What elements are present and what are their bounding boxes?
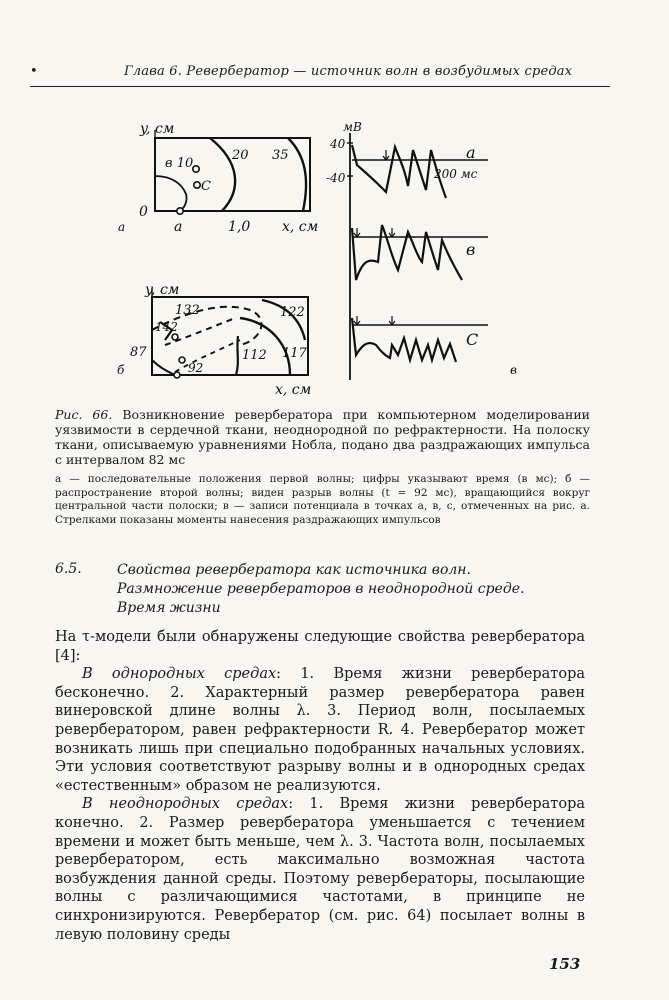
isochrone-10 bbox=[155, 176, 187, 211]
header-mark: • bbox=[30, 64, 38, 79]
panel-c-letter: в bbox=[510, 363, 517, 377]
header-rule bbox=[30, 86, 610, 87]
paragraph-2-lead: В однородных средах bbox=[82, 666, 277, 683]
panel-a-letter: а bbox=[118, 220, 126, 234]
tick-one: 1,0 bbox=[228, 219, 251, 235]
label-c: C bbox=[201, 179, 211, 194]
section-title: Свойства ревербератора как источника волн. Размножение ревербераторов в неоднородной среде. Время жизни bbox=[117, 562, 525, 616]
point-b bbox=[193, 166, 199, 172]
trace-b-label: в bbox=[466, 240, 476, 259]
point-c bbox=[194, 182, 200, 188]
arrow-c2 bbox=[389, 316, 395, 325]
wave-112 bbox=[236, 336, 238, 375]
trace-a-label: a bbox=[466, 143, 476, 162]
label-b10: в 10 bbox=[165, 156, 194, 171]
paragraph-1: На τ-модели были обнаружены следующие свойства ревербератора [4]: bbox=[55, 629, 585, 664]
point-a-92 bbox=[174, 372, 180, 378]
panel-b bbox=[117, 282, 311, 398]
panel-c bbox=[326, 120, 517, 380]
point-b-142 bbox=[172, 334, 178, 340]
label-35: 35 bbox=[272, 148, 289, 163]
arrow-b2 bbox=[389, 228, 395, 237]
label-87: 87 bbox=[130, 345, 147, 360]
paragraph-2-rest: : 1. Время жизни ревербератора бесконечно. 2. Характерный размер ревербератора равен винеровской длине волны λ. 3. Период волн, посылаемых ревербератором, равен рефрактерности R. 4. Ревербератор может возникать лишь при специально подобранных начальных условиях. Эти условия соответствуют разрыву волны и в однородных средах «естественным» образом не реализуются. bbox=[55, 666, 585, 794]
label-112: 112 bbox=[242, 348, 267, 363]
label-117: 117 bbox=[282, 346, 307, 361]
v-top: 40 bbox=[330, 137, 346, 151]
wave-87 bbox=[152, 360, 175, 375]
v-bottom: -40 bbox=[326, 171, 346, 185]
arrow-b1 bbox=[354, 228, 360, 237]
panel-a bbox=[118, 121, 318, 235]
isochrone-35 bbox=[288, 138, 306, 211]
paragraph-3-lead: В неоднородных средах bbox=[82, 796, 289, 813]
page-number: 153 bbox=[549, 955, 581, 973]
point-a bbox=[177, 208, 183, 214]
unit-mv: мВ bbox=[343, 120, 362, 134]
label-132: 132 bbox=[175, 303, 200, 318]
arrow-c1 bbox=[354, 316, 360, 325]
tick-a: a bbox=[174, 219, 183, 235]
header-title: Глава 6. Ревербератор — источник волн в возбудимых средах bbox=[124, 64, 573, 79]
caption-note: а — последовательные положения первой волны; цифры указывают время (в мс); б — распространение второй волны; виден разрыв волны (t = 92 мс), вращающийся вокруг центральной части полоски; в — записи потенциала в точках а, в, с, отмеченных на рис. а. Стрелками показаны моменты нанесения раздражающих импульсов bbox=[55, 473, 590, 526]
figure-66 bbox=[0, 100, 669, 400]
panel-b-x-axis: x, см bbox=[275, 382, 312, 398]
panel-a-y-axis: y, см bbox=[140, 121, 175, 137]
tick-zero: 0 bbox=[139, 204, 148, 220]
paragraph-3-rest: : 1. Время жизни ревербератора конечно. 2. Размер ревербератора уменьшается с течением времени и может быть меньше, чем λ. 3. Частота волн, посылаемых ревербератором, есть максимально возможная частота возбуждения данной среды. Поэтому ревербераторы, посылающие волны с различающимися частотами, в принципе не синхронизируются. Ревербератор (см. рис. 64) посылает волны в левую половину среды bbox=[55, 796, 585, 943]
paragraph-2 bbox=[55, 665, 585, 795]
body-text bbox=[55, 628, 585, 944]
wave-92-dashed bbox=[175, 340, 240, 372]
caption-text: Возникновение ревербератора при компьютерном моделировании уязвимости в сердечной ткани, неоднородной по рефрактерности. На полоску ткани, описываемую уравнениями Нобла, подано два раздражающих импульса с интервалом 82 мс bbox=[55, 407, 590, 467]
label-142: 142 bbox=[155, 320, 178, 334]
trace-c-label: C bbox=[466, 330, 479, 349]
panel-b-letter: б bbox=[117, 363, 125, 377]
section-number: 6.5. bbox=[55, 561, 82, 577]
trace-a bbox=[352, 145, 446, 198]
caption-label: Рис. 66. bbox=[55, 407, 113, 422]
label-122: 122 bbox=[280, 305, 305, 320]
trace-b bbox=[352, 225, 462, 280]
time-scale: 200 мс bbox=[434, 167, 478, 181]
figure-caption bbox=[55, 407, 590, 467]
label-92: 92 bbox=[188, 361, 204, 375]
paragraph-3 bbox=[55, 795, 585, 944]
panel-b-y-axis: y, см bbox=[145, 282, 180, 298]
point-c-92 bbox=[179, 357, 185, 363]
label-20: 20 bbox=[232, 148, 249, 163]
arrow-a bbox=[383, 150, 389, 160]
panel-a-x-axis: x, см bbox=[282, 219, 319, 235]
